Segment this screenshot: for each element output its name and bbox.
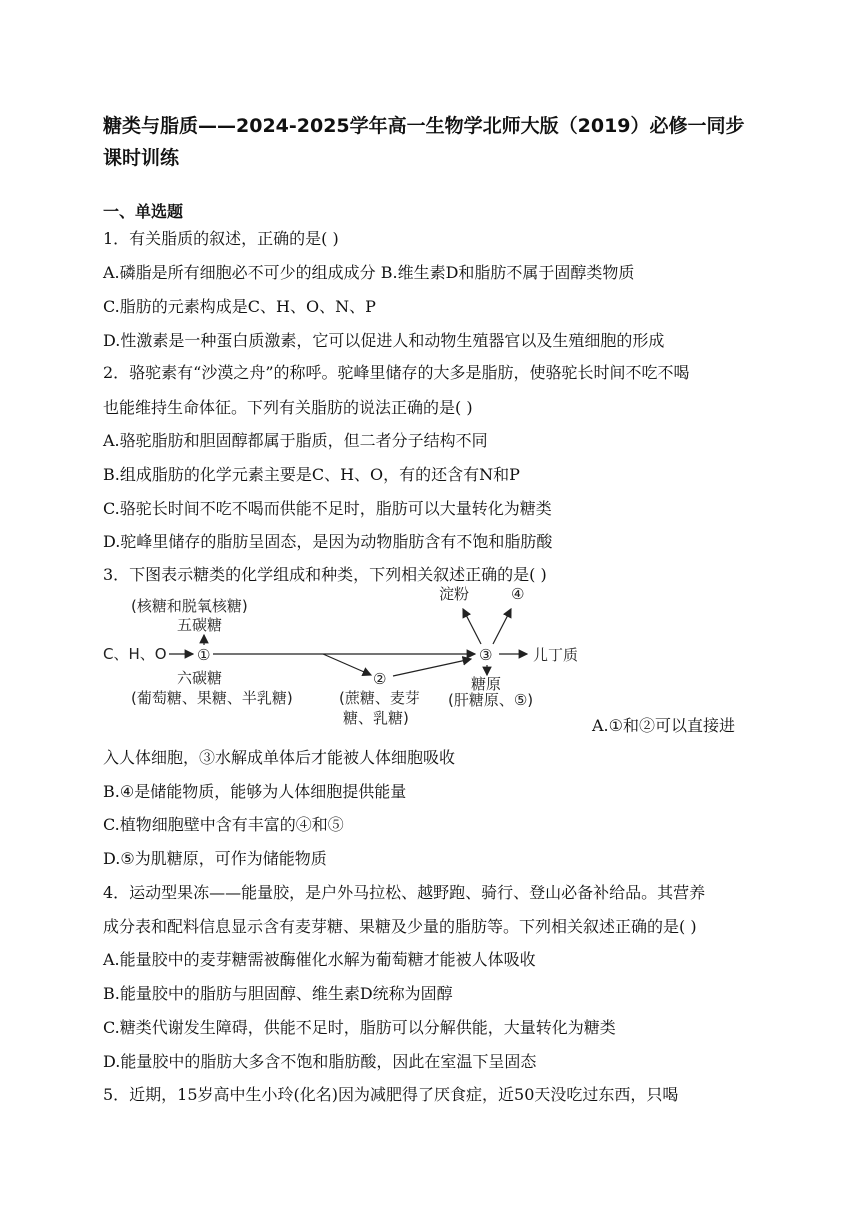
question-3-option-a-start: A.①和②可以直接进	[592, 716, 735, 735]
question-2-option-b: B.组成脂肪的化学元素主要是C、H、O，有的还含有N和P	[103, 465, 520, 484]
element-label: C、H、O	[103, 645, 167, 663]
question-4-option-c: C.糖类代谢发生障碍，供能不足时，脂肪可以分解供能，大量转化为糖类	[103, 1018, 616, 1037]
question-4-option-b: B.能量胶中的脂肪与胆固醇、维生素D统称为固醇	[103, 984, 453, 1003]
question-2-option-a: A.骆驼脂肪和胆固醇都属于脂质，但二者分子结构不同	[103, 431, 488, 450]
question-2-option-c: C.骆驼长时间不吃不喝而供能不足时，脂肪可以大量转化为糖类	[103, 499, 552, 518]
hexose-label: 六碳糖	[177, 669, 223, 687]
node-2-note-1: (蔗糖、麦芽	[339, 689, 420, 707]
question-1-stem: 1．有关脂质的叙述，正确的是( )	[103, 229, 339, 248]
question-3-option-d: D.⑤为肌糖原，可作为储能物质	[103, 849, 327, 868]
question-3-stem: 3．下图表示糖类的化学组成和种类，下列相关叙述正确的是( )	[103, 565, 547, 584]
node-1: ①	[197, 646, 211, 664]
node-2-note-2: 糖、乳糖)	[343, 709, 409, 727]
question-4-stem-line1: 4．运动型果冻——能量胶，是户外马拉松、越野跑、骑行、登山必备补给品。其营养	[103, 883, 706, 902]
glycogen-note: (肝糖原、⑤)	[448, 691, 534, 709]
starch-label: 淀粉	[439, 585, 470, 603]
node-2: ②	[373, 670, 387, 688]
question-1-option-c: C.脂肪的元素构成是C、H、O、N、P	[103, 297, 376, 316]
pentose-note: (核糖和脱氧核糖)	[131, 597, 248, 615]
glycogen-label: 糖原	[471, 675, 502, 693]
question-4-stem-line2: 成分表和配料信息显示含有麦芽糖、果糖及少量的脂肪等。下列相关叙述正确的是( )	[103, 917, 697, 936]
sugar-classification-diagram	[103, 583, 603, 733]
question-5-stem: 5．近期，15岁高中生小玲(化名)因为减肥得了厌食症，近50天没吃过东西，只喝	[103, 1085, 679, 1104]
question-2-stem-line1: 2．骆驼素有“沙漠之舟”的称呼。驼峰里储存的大多是脂肪，使骆驼长时间不吃不喝	[103, 363, 690, 382]
question-1-option-ab: A.磷脂是所有细胞必不可少的组成成分 B.维生素D和脂肪不属于固醇类物质	[103, 263, 635, 282]
question-2-stem-line2: 也能维持生命体征。下列有关脂肪的说法正确的是( )	[103, 398, 473, 417]
question-3-option-c: C.植物细胞壁中含有丰富的④和⑤	[103, 815, 344, 834]
document-title: 糖类与脂质——2024-2025学年高一生物学北师大版（2019）必修一同步课时训练	[103, 115, 745, 169]
pentose-label: 五碳糖	[177, 616, 223, 634]
question-4-option-a: A.能量胶中的麦芽糖需被酶催化水解为葡萄糖才能被人体吸收	[103, 950, 536, 969]
question-1-option-d: D.性激素是一种蛋白质激素，它可以促进人和动物生殖器官以及生殖细胞的形成	[103, 331, 665, 350]
section-heading: 一、单选题	[103, 202, 184, 221]
hexose-note: (葡萄糖、果糖、半乳糖)	[131, 689, 293, 707]
question-3-option-a-cont: 入人体细胞，③水解成单体后才能被人体细胞吸收	[103, 748, 456, 767]
question-4-option-d: D.能量胶中的脂肪大多含不饱和脂肪酸，因此在室温下呈固态	[103, 1052, 537, 1071]
node-4: ④	[511, 585, 525, 603]
question-3-option-b: B.④是储能物质，能够为人体细胞提供能量	[103, 782, 407, 801]
chitin-label: 儿丁质	[533, 646, 579, 664]
node-3: ③	[479, 646, 493, 664]
question-2-option-d: D.驼峰里储存的脂肪呈固态，是因为动物脂肪含有不饱和脂肪酸	[103, 532, 553, 551]
